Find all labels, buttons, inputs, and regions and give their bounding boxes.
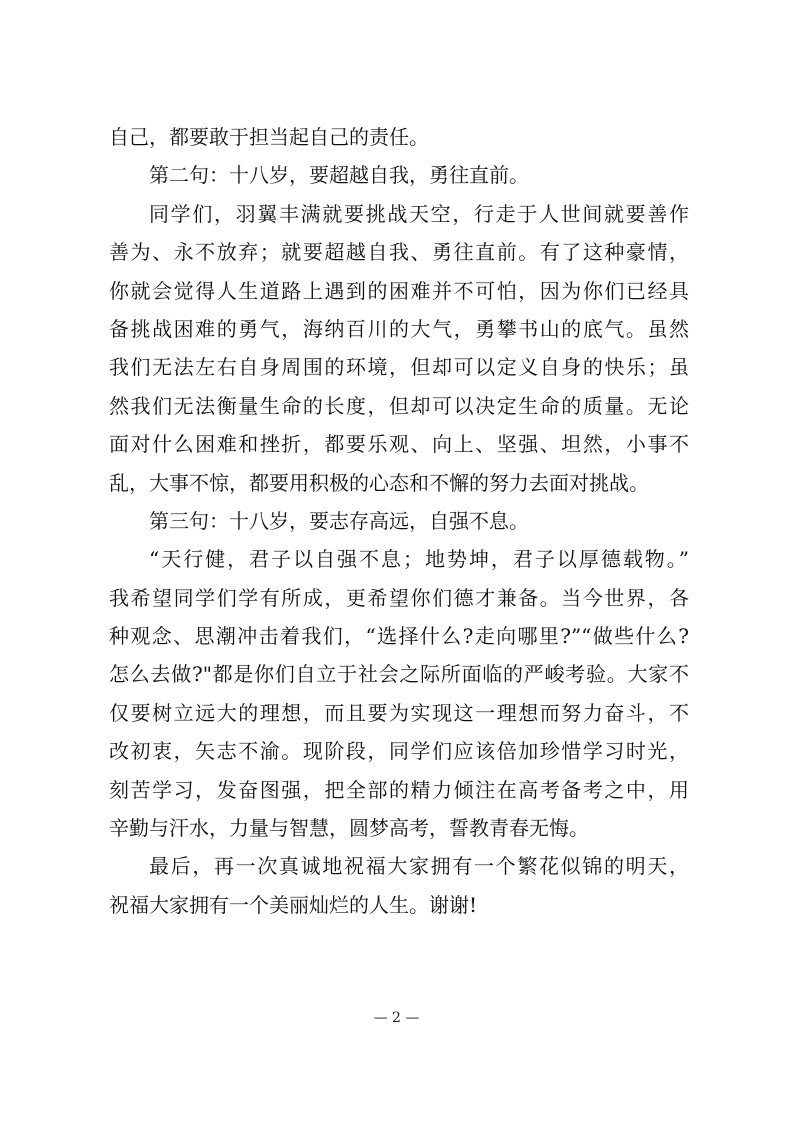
text-line: 你就会觉得人生道路上遇到的困难并不可怕，因为你们已经具 xyxy=(109,278,689,303)
text-line: 我希望同学们学有所成，更希望你们德才兼备。当今世界，各 xyxy=(109,585,689,610)
text-line: 刻苦学习，发奋图强，把全部的精力倾注在高考备考之中，用 xyxy=(109,777,689,802)
text-line: 乱，大事不惊，都要用积极的心态和不懈的努力去面对挑战。 xyxy=(109,470,649,495)
text-line: 我们无法左右自身周围的环境，但却可以定义自身的快乐；虽 xyxy=(109,355,689,380)
body-text xyxy=(109,118,689,924)
text-line: 然我们无法衡量生命的长度，但却可以决定生命的质量。无论 xyxy=(109,393,689,418)
text-line: 备挑战困难的勇气，海纳百川的大气，勇攀书山的底气。虽然 xyxy=(109,316,689,341)
text-line: 祝福大家拥有一个美丽灿烂的人生。谢谢! xyxy=(109,892,478,917)
text-line: 面对什么困难和挫折，都要乐观、向上、坚强、坦然，小事不 xyxy=(109,432,689,457)
paragraph-heading: 第三句：十八岁，要志存高远，自强不息。 xyxy=(149,508,529,533)
text-line: 最后，再一次真诚地祝福大家拥有一个繁花似锦的明天， xyxy=(149,854,689,879)
text-line: 同学们，羽翼丰满就要挑战天空，行走于人世间就要善作 xyxy=(149,201,689,226)
text-line: 种观念、思潮冲击着我们，“选择什么?走向哪里?”“做些什么? xyxy=(109,624,689,649)
text-line: 善为、永不放弃；就要超越自我、勇往直前。有了这种豪情， xyxy=(109,240,689,265)
text-line: “天行健，君子以自强不息；地势坤，君子以厚德载物。” xyxy=(149,547,689,572)
text-line: 怎么去做?"都是你们自立于社会之际所面临的严峻考验。大家不 xyxy=(109,662,689,687)
text-line: 辛勤与汗水，力量与智慧，圆梦高考，誓教青春无悔。 xyxy=(109,816,589,841)
text-line: 改初衷，矢志不渝。现阶段，同学们应该倍加珍惜学习时光， xyxy=(109,739,689,764)
page-number: — 2 — xyxy=(373,1010,420,1026)
text-line: 仅要树立远大的理想，而且要为实现这一理想而努力奋斗，不 xyxy=(109,700,689,725)
paragraph-heading: 第二句：十八岁，要超越自我，勇往直前。 xyxy=(149,163,529,188)
text-line: 自己，都要敢于担当起自己的责任。 xyxy=(109,125,429,149)
